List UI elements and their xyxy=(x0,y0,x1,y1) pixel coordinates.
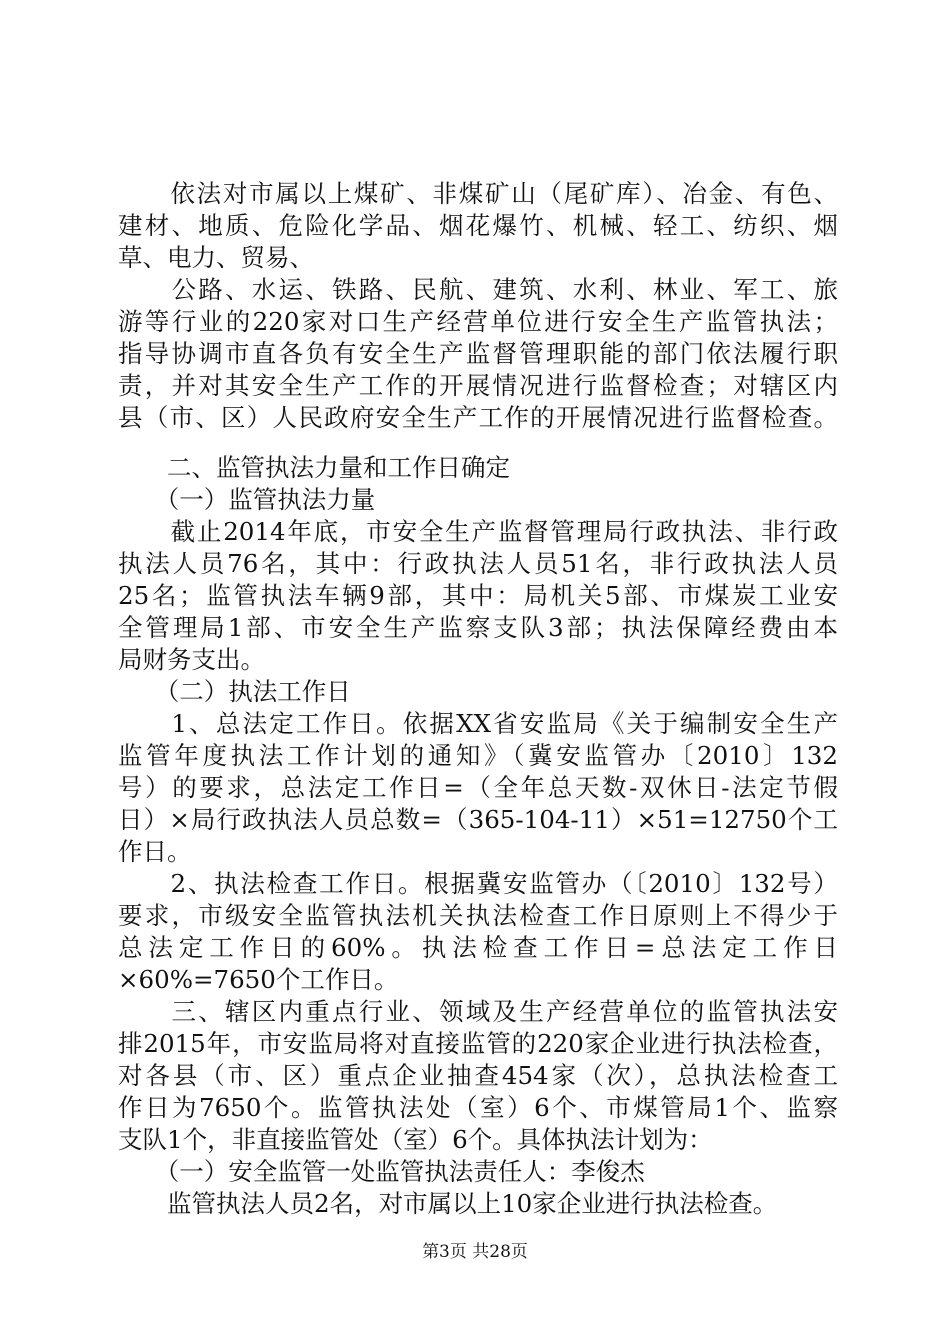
text-line: 指导协调市直各负有安全生产监督管理职能的部门依法履行职 xyxy=(118,339,838,368)
subsection-heading: （一）监管执法力量 xyxy=(118,485,376,514)
text-line: 作日为7650个。监管执法处（室）6个、市煤管局1个、监察 xyxy=(118,1093,838,1122)
text-line: 草、电力、贸易、 xyxy=(118,243,314,272)
text-line: 依法对市属以上煤矿、非煤矿山（尾矿库）、冶金、有色、 xyxy=(118,179,838,208)
text-line: 截止2014年底，市安全生产监督管理局行政执法、非行政 xyxy=(118,517,838,546)
text-line: 作日。 xyxy=(118,837,192,866)
text-line: 三、辖区内重点行业、领域及生产经营单位的监管执法安 xyxy=(118,997,838,1026)
text-line: 对各县（市、区）重点企业抽查454家（次），总执法检查工 xyxy=(118,1061,838,1090)
text-line: 1、总法定工作日。依据XX省安监局《关于编制安全生产 xyxy=(118,709,838,738)
text-line: 25名；监管执法车辆9部，其中：局机关5部、市煤炭工业安 xyxy=(118,581,838,610)
text-line: 县（市、区）人民政府安全生产工作的开展情况进行监督检查。 xyxy=(118,403,838,432)
text-line: 监管年度执法工作计划的通知》（冀安监管办〔2010〕132 xyxy=(118,741,838,770)
text-line: 局财务支出。 xyxy=(118,645,265,674)
text-line: 执法人员76名，其中：行政执法人员51名，非行政执法人员 xyxy=(118,549,838,578)
text-line: 要求，市级安全监管执法机关执法检查工作日原则上不得少于 xyxy=(118,901,838,930)
page-number-footer: 第3页 共28页 xyxy=(422,1242,528,1262)
text-line: 总法定工作日的60%。执法检查工作日=总法定工作日 xyxy=(118,933,838,962)
text-line: 建材、地质、危险化学品、烟花爆竹、机械、轻工、纺织、烟 xyxy=(118,211,838,240)
text-line: 责，并对其安全生产工作的开展情况进行监督检查；对辖区内 xyxy=(118,371,838,400)
text-line: 公路、水运、铁路、民航、建筑、水利、林业、军工、旅 xyxy=(118,275,838,304)
text-line: 全管理局1部、市安全生产监察支队3部；执法保障经费由本 xyxy=(118,613,838,642)
text-line: 日）×局行政执法人员总数=（365-104-11）×51=12750个工 xyxy=(118,805,838,834)
text-line: ×60%=7650个工作日。 xyxy=(118,965,399,994)
text-line: 监管执法人员2名，对市属以上10家企业进行执法检查。 xyxy=(118,1189,778,1218)
subsection-heading: （一）安全监管一处监管执法责任人：李俊杰 xyxy=(118,1157,645,1186)
section-heading: 二、监管执法力量和工作日确定 xyxy=(118,453,510,482)
text-line: 支队1个，非直接监管处（室）6个。具体执法计划为： xyxy=(118,1125,713,1154)
text-line: 排2015年，市安监局将对直接监管的220家企业进行执法检查， xyxy=(118,1029,838,1058)
text-line: 2、执法检查工作日。根据冀安监管办（〔2010〕132号） xyxy=(118,869,838,898)
text-line: 号）的要求，总法定工作日=（全年总天数-双休日-法定节假 xyxy=(118,773,838,802)
text-line: 游等行业的220家对口生产经营单位进行安全生产监管执法； xyxy=(118,307,838,336)
subsection-heading: （二）执法工作日 xyxy=(118,677,351,706)
